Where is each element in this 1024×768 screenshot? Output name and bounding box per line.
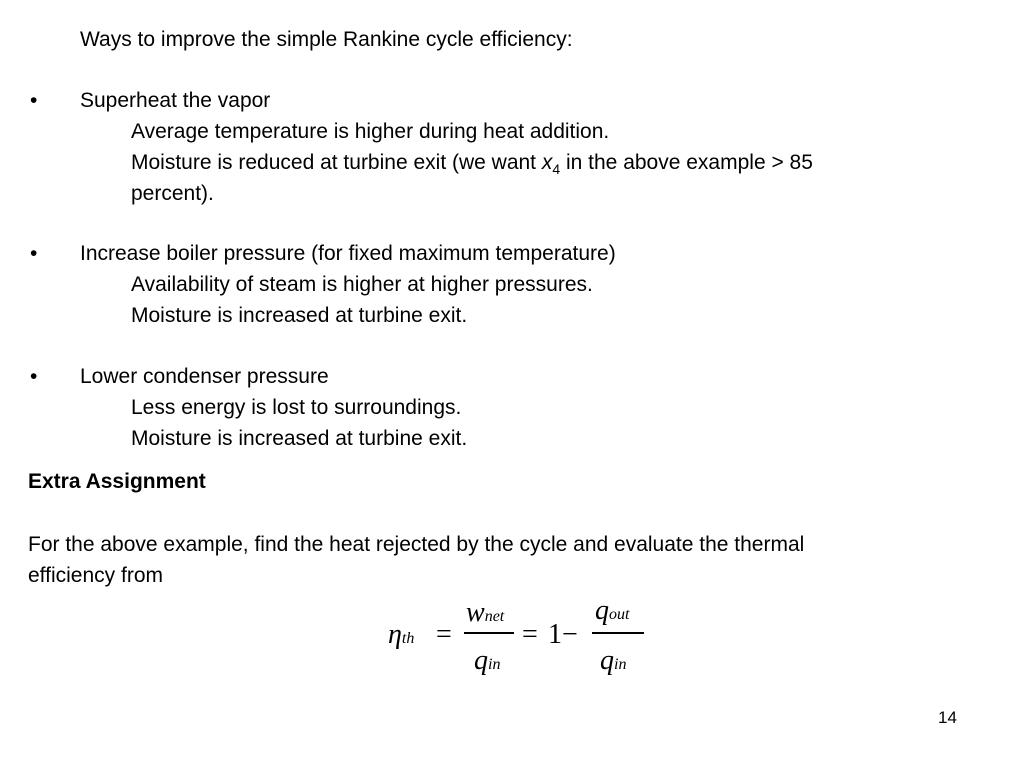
formula-w-net: wnet	[466, 597, 505, 628]
section-2-title: Increase boiler pressure (for fixed maximum temperature)	[80, 242, 616, 265]
formula-q-in-2-sub: in	[614, 656, 627, 673]
section-2-line-1: Availability of steam is higher at higher pressures.	[131, 273, 593, 296]
section-3-title: Lower condenser pressure	[80, 365, 329, 388]
efficiency-formula	[380, 590, 660, 690]
formula-q-in-2: qin	[600, 645, 627, 676]
formula-q-out: qout	[595, 595, 630, 626]
formula-q-out-sub: out	[609, 606, 630, 623]
bullet-2: •	[30, 242, 38, 265]
assignment-text-1: For the above example, find the heat rejected by the cycle and evaluate the thermal	[28, 533, 805, 556]
bullet-1: •	[30, 89, 38, 112]
formula-fraction-bar-2	[592, 632, 644, 634]
section-2-line-2: Moisture is increased at turbine exit.	[131, 304, 468, 327]
section-3-line-2: Moisture is increased at turbine exit.	[131, 427, 468, 450]
formula-eta: ηth	[388, 619, 415, 650]
section-3-line-1: Less energy is lost to surroundings.	[131, 396, 462, 419]
formula-eta-sub: th	[401, 630, 415, 647]
page-number: 14	[938, 708, 957, 727]
section-1-line-2-tail: in the above example > 85	[560, 151, 813, 174]
section-1-title: Superheat the vapor	[80, 89, 271, 112]
section-1-line-1: Average temperature is higher during heat addition.	[131, 120, 610, 143]
formula-equals-2: =	[522, 619, 538, 650]
formula-fraction-bar-1	[464, 632, 514, 634]
section-1-line-2-text: Moisture is reduced at turbine exit (we want	[131, 151, 542, 174]
section-1-line-2	[131, 148, 813, 184]
slide-heading: Ways to improve the simple Rankine cycle efficiency:	[80, 28, 573, 51]
formula-w-net-sub: net	[484, 608, 505, 625]
section-1-variable: x	[541, 151, 553, 174]
formula-q-in-1: qin	[474, 645, 501, 676]
section-1-line-3: percent).	[131, 182, 214, 205]
assignment-text-2: efficiency from	[28, 564, 163, 587]
formula-q-in-1-sub: in	[488, 656, 501, 673]
assignment-title: Extra Assignment	[28, 470, 206, 493]
formula-equals-1: =	[436, 619, 452, 650]
bullet-3: •	[30, 365, 38, 388]
section-1-variable-sub: 4	[552, 161, 561, 178]
formula-one-minus: 1−	[548, 619, 578, 650]
